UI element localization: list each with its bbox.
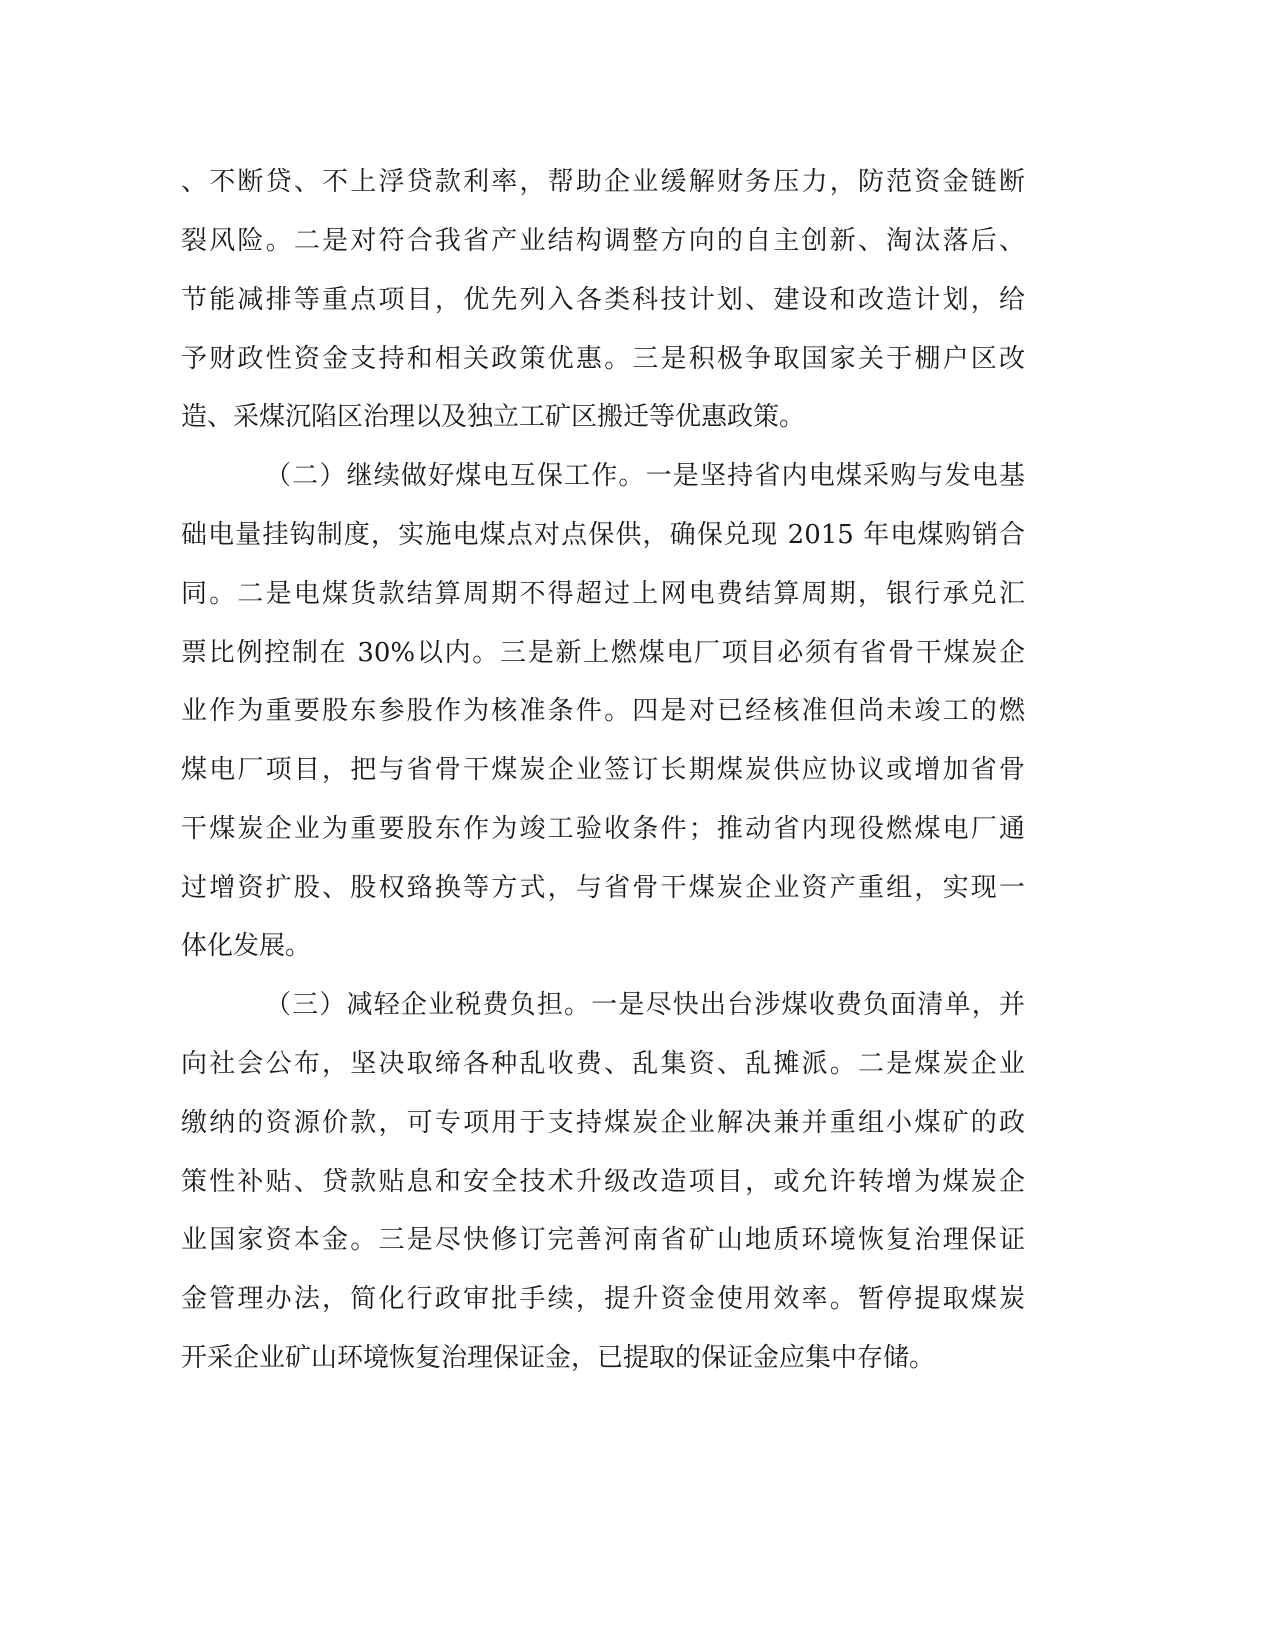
text-line: 、不断贷、不上浮贷款利率，帮助企业缓解财务压力，防范资金链断: [181, 167, 1025, 197]
text-line: 金管理办法，简化行政审批手续，提升资金使用效率。暂停提取煤炭: [181, 1284, 1025, 1314]
text-line: 缴纳的资源价款，可专项用于支持煤炭企业解决兼并重组小煤矿的政: [181, 1108, 1025, 1138]
text-line: 础电量挂钩制度，实施电煤点对点保供，确保兑现 2015 年电煤购销合: [181, 520, 1025, 550]
text-line: 业国家资本金。三是尽快修订完善河南省矿山地质环境恢复治理保证: [181, 1225, 1025, 1255]
text-line: 业作为重要股东参股作为核准条件。四是对已经核准但尚未竣工的燃: [181, 696, 1025, 726]
text-line: 裂风险。二是对符合我省产业结构调整方向的自主创新、淘汰落后、: [181, 226, 1025, 256]
text-line: 向社会公布，坚决取缔各种乱收费、乱集资、乱摊派。二是煤炭企业: [181, 1049, 1025, 1079]
section-heading-line: （三）减轻企业税费负担。一是尽快出台涉煤收费负面清单，并: [265, 990, 1025, 1020]
section-heading-line: （二）继续做好煤电互保工作。一是坚持省内电煤采购与发电基: [265, 461, 1025, 491]
text-line: 过增资扩股、股权臵换等方式，与省骨干煤炭企业资产重组，实现一: [181, 873, 1025, 903]
text-line: 予财政性资金支持和相关政策优惠。三是积极争取国家关于棚户区改: [181, 344, 1025, 374]
text-line: 造、采煤沉陷区治理以及独立工矿区搬迁等优惠政策。: [181, 402, 806, 432]
text-line: 煤电厂项目，把与省骨干煤炭企业签订长期煤炭供应协议或增加省骨: [181, 755, 1025, 785]
text-line: 票比例控制在 30%以内。三是新上燃煤电厂项目必须有省骨干煤炭企: [181, 638, 1025, 668]
text-line: 干煤炭企业为重要股东作为竣工验收条件；推动省内现役燃煤电厂通: [181, 814, 1025, 844]
text-line: 策性补贴、贷款贴息和安全技术升级改造项目，或允许转增为煤炭企: [181, 1167, 1025, 1197]
text-line: 开采企业矿山环境恢复治理保证金，已提取的保证金应集中存储。: [181, 1343, 936, 1373]
text-line: 同。二是电煤货款结算周期不得超过上网电费结算周期，银行承兑汇: [181, 579, 1025, 609]
text-line: 体化发展。: [181, 931, 312, 961]
text-line: 节能减排等重点项目，优先列入各类科技计划、建设和改造计划，给: [181, 285, 1025, 315]
